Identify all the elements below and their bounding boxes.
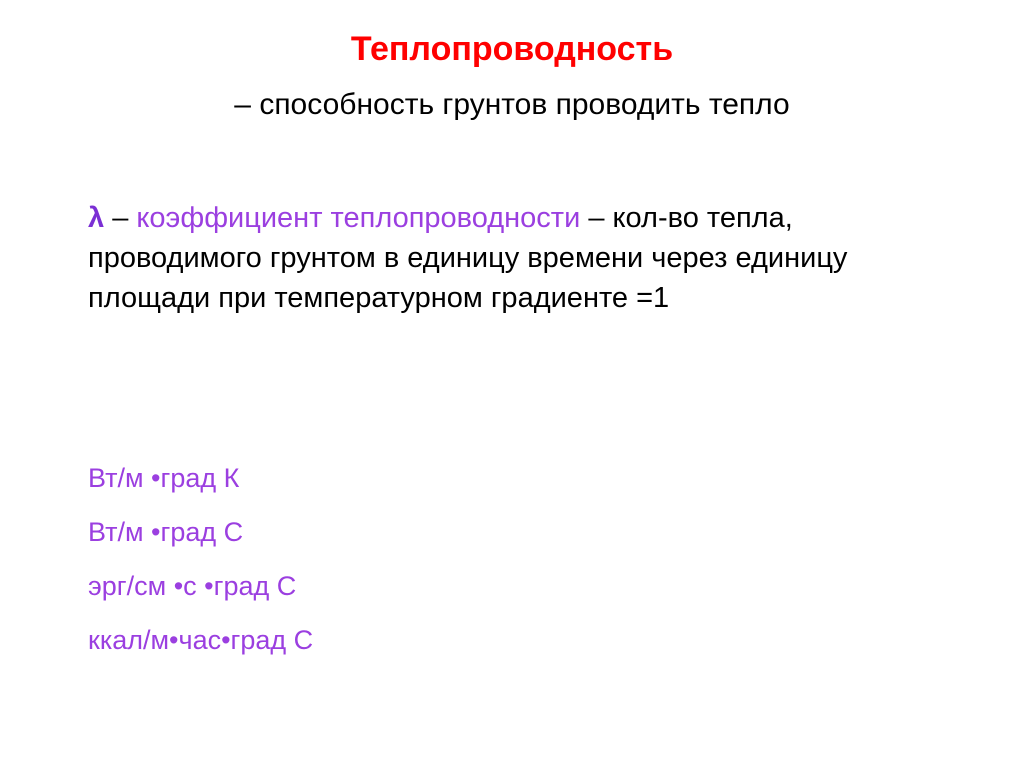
list-item: ккал/м•час•град С <box>88 625 314 655</box>
units-list <box>88 463 968 679</box>
list-item: Вт/м •град К <box>88 463 240 493</box>
definition-paragraph <box>88 198 968 318</box>
definition-rest: – кол-во тепла, проводимого грунтом в единицу времени через единицу площади при температурном градиенте =1 <box>88 202 848 315</box>
definition-dash: – <box>104 202 137 234</box>
list-item: Вт/м •град С <box>88 517 244 547</box>
subtitle: – способность грунтов проводить тепло <box>234 88 790 121</box>
lambda-symbol: λ <box>88 202 105 234</box>
definition-term: коэффициент теплопроводности <box>136 202 581 234</box>
page-title: Теплопроводность <box>350 30 674 68</box>
list-item: эрг/см •с •град С <box>88 571 297 601</box>
